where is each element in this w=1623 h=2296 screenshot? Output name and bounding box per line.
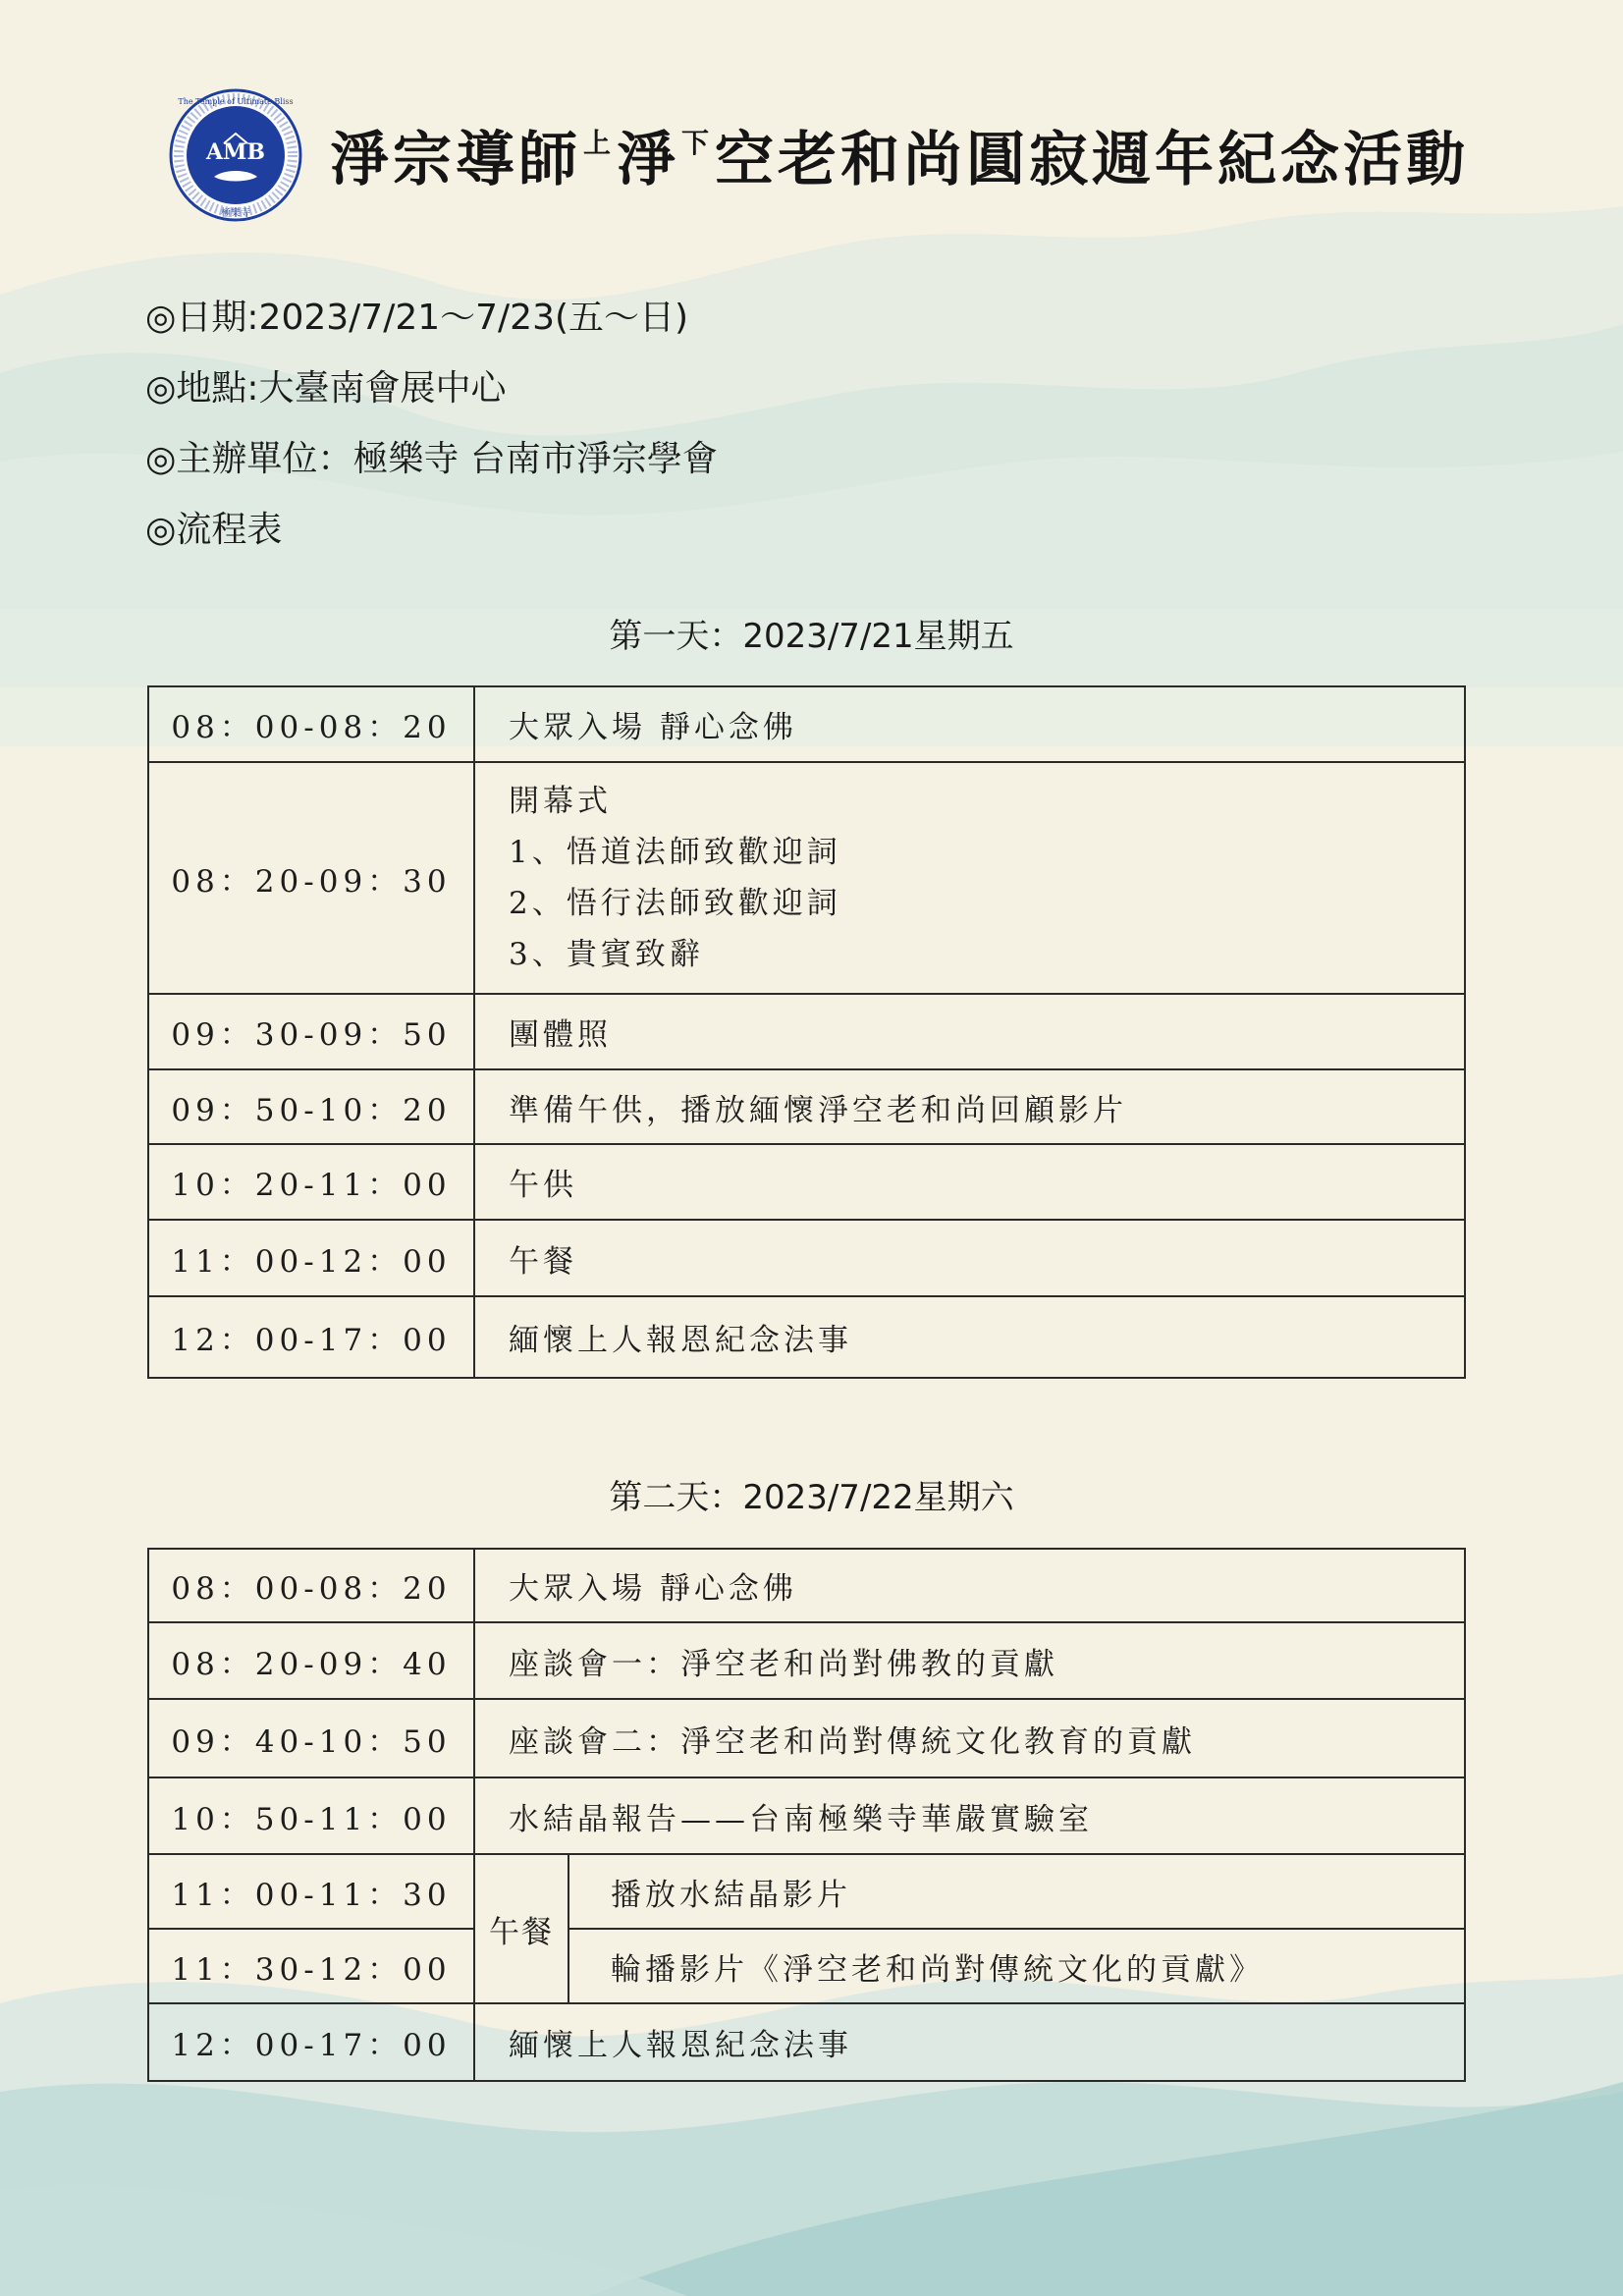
activity-cell: 座談會二：淨空老和尚對傳統文化教育的貢獻 [474, 1699, 1465, 1777]
logo-bottom-text: 極樂寺 [221, 208, 250, 219]
header [167, 86, 1469, 224]
time-cell: 10：20-11：00 [148, 1144, 474, 1220]
table-row [148, 1549, 1465, 1622]
activity-text: 大眾入場 靜心念佛 [509, 710, 797, 745]
table-row [148, 686, 1465, 762]
table-row [148, 1144, 1465, 1220]
temple-logo-icon [167, 86, 304, 224]
time-cell: 09：40-10：50 [148, 1699, 474, 1777]
event-info [145, 283, 718, 566]
table-row [148, 1296, 1465, 1378]
time-cell: 11：30-12：00 [148, 1929, 474, 2003]
logo-ring-text: The Temple of Ultimate Bliss [178, 97, 294, 106]
activity-text: 午供 [509, 1168, 577, 1203]
schedule-label: ◎流程表 [145, 510, 283, 550]
activity-cell: 水結晶報告——台南極樂寺華嚴實驗室 [474, 1777, 1465, 1854]
title-part-3: 空老和尚圓寂週年紀念活動 [715, 126, 1470, 194]
time-cell: 10：50-11：00 [148, 1777, 474, 1854]
table-row [148, 1220, 1465, 1296]
activity-cell: 緬懷上人報恩紀念法事 [474, 2003, 1465, 2081]
time-cell: 12：00-17：00 [148, 2003, 474, 2081]
event-organizer: ◎主辦單位：極樂寺 台南市淨宗學會 [145, 439, 718, 479]
title-superscript-1: 上 [583, 127, 616, 159]
table-row [148, 1699, 1465, 1777]
time-cell: 11：00-11：30 [148, 1854, 474, 1929]
time-cell: 11：00-12：00 [148, 1220, 474, 1296]
table-row [148, 762, 1465, 994]
time-cell: 08：20-09：30 [148, 762, 474, 994]
table-row [148, 1069, 1465, 1144]
activity-cell [474, 686, 1465, 762]
table-row [148, 1929, 1465, 2003]
title-part-2: 淨 [617, 126, 680, 194]
activity-text: 開幕式 [509, 784, 612, 819]
page-title [330, 113, 1469, 197]
time-cell: 08：20-09：40 [148, 1622, 474, 1699]
activity-text: 準備午供，播放緬懷淨空老和尚回顧影片 [509, 1092, 1127, 1128]
time-cell: 09：30-09：50 [148, 994, 474, 1069]
activity-cell [474, 1069, 1465, 1144]
lunch-label-cell: 午餐 [474, 1854, 568, 2003]
title-part-1: 淨宗導師 [330, 126, 581, 194]
activity-cell [474, 762, 1465, 994]
title-superscript-2: 下 [681, 127, 714, 159]
day2-title: 第二天：2023/7/22星期六 [609, 1478, 1014, 1517]
table-row [148, 994, 1465, 1069]
activity-text: 緬懷上人報恩紀念法事 [509, 1323, 852, 1358]
event-location: ◎地點:大臺南會展中心 [145, 368, 507, 409]
time-cell: 08：00-08：20 [148, 1549, 474, 1622]
day2-schedule-table [147, 1548, 1466, 2082]
time-cell: 12：00-17：00 [148, 1296, 474, 1378]
day1-title: 第一天：2023/7/21星期五 [609, 617, 1014, 656]
table-row [148, 1622, 1465, 1699]
activity-text: 2、悟行法師致歡迎詞 [509, 886, 841, 921]
day1-schedule-table [147, 685, 1466, 1379]
table-row [148, 1777, 1465, 1854]
activity-cell [474, 1144, 1465, 1220]
activity-cell [474, 1296, 1465, 1378]
activity-text: 午餐 [509, 1243, 577, 1280]
time-cell: 09：50-10：20 [148, 1069, 474, 1144]
activity-cell: 座談會一：淨空老和尚對佛教的貢獻 [474, 1622, 1465, 1699]
event-date: ◎日期:2023/7/21～7/23(五～日) [145, 298, 689, 338]
activity-text: 1、悟道法師致歡迎詞 [509, 835, 841, 870]
activity-cell: 輪播影片《淨空老和尚對傳統文化的貢獻》 [568, 1929, 1465, 2003]
activity-cell: 播放水結晶影片 [568, 1854, 1465, 1929]
time-cell: 08：00-08：20 [148, 686, 474, 762]
activity-text: 3、貴賓致辭 [509, 937, 704, 972]
activity-text: 團體照 [509, 1017, 612, 1053]
activity-cell [474, 994, 1465, 1069]
activity-cell: 大眾入場 靜心念佛 [474, 1549, 1465, 1622]
logo-emblem: AMB [205, 139, 266, 165]
activity-cell [474, 1220, 1465, 1296]
table-row [148, 1854, 1465, 1929]
table-row [148, 2003, 1465, 2081]
